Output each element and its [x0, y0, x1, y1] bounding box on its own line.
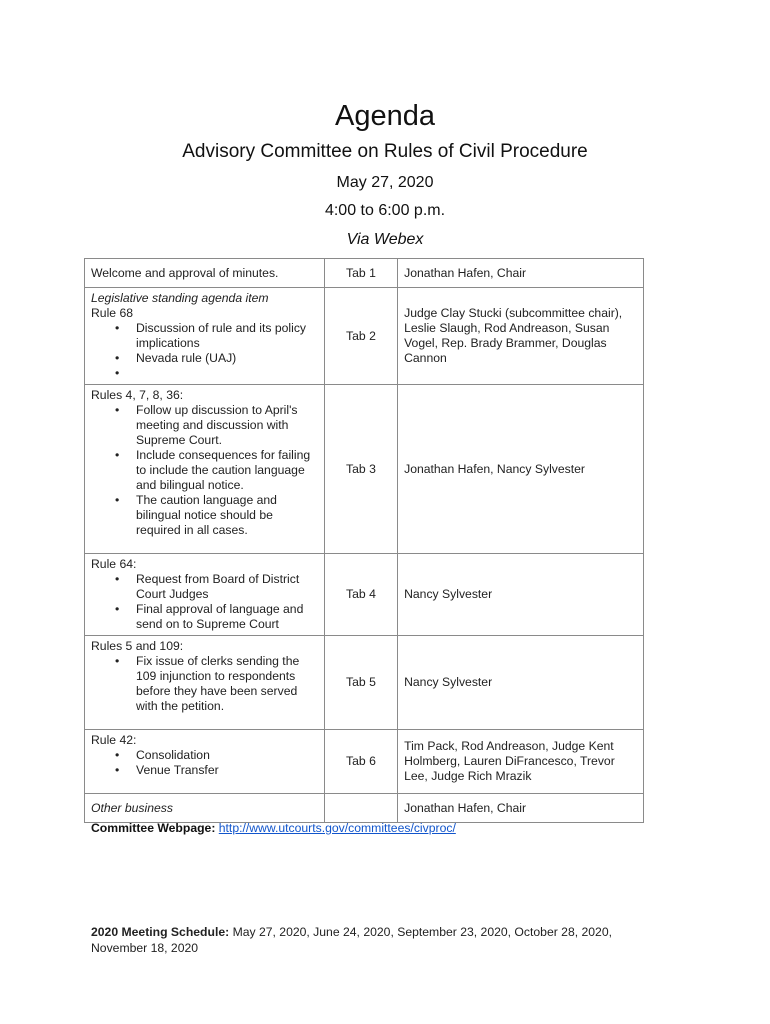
item-label: Welcome and approval of minutes. [91, 265, 279, 280]
table-row [85, 288, 644, 385]
agenda-item [85, 794, 325, 823]
page-title: Agenda [335, 100, 435, 132]
tab-reference: Tab 3 [324, 385, 397, 554]
schedule-dates: May 27, 2020, June 24, 2020, September 23, 2020, October 28, 2020, November 18, 2020 [91, 925, 612, 955]
list-item: • Venue Transfer [136, 763, 318, 778]
item-label: Rule 42: [91, 733, 137, 747]
list-item: • Include consequences for failing to include the caution language and bilingual notice. [136, 448, 318, 493]
meeting-venue: Via Webex [346, 231, 424, 248]
presenters: Nancy Sylvester [398, 554, 644, 636]
committee-name: Advisory Committee on Rules of Civil Procedure [182, 141, 588, 162]
webpage-link[interactable]: http://www.utcourts.gov/committees/civproc/ [218, 821, 456, 835]
presenters: Jonathan Hafen, Nancy Sylvester [398, 385, 644, 554]
item-note: Other business [91, 800, 173, 815]
agenda-item [85, 385, 325, 554]
agenda-item [85, 730, 325, 794]
meeting-date: May 27, 2020 [336, 174, 434, 191]
table-row [85, 794, 644, 823]
agenda-item [85, 288, 325, 385]
tab-reference [324, 794, 397, 823]
bullet-list [91, 654, 318, 714]
presenters: Jonathan Hafen, Chair [398, 259, 644, 288]
item-note: Legislative standing agenda item [91, 291, 269, 305]
presenters: Tim Pack, Rod Andreason, Judge Kent Holmberg, Lauren DiFrancesco, Trevor Lee, Judge Rich Mrazik [398, 730, 644, 794]
list-item: • Discussion of rule and its policy implications [136, 321, 318, 351]
item-label: Rule 68 [91, 306, 134, 320]
tab-reference: Tab 1 [324, 259, 397, 288]
list-item: • Nevada rule (UAJ) [136, 351, 318, 366]
list-item: • Consolidation [136, 748, 318, 763]
webpage-label: Committee Webpage: [91, 821, 216, 835]
meeting-schedule [91, 924, 651, 956]
bullet-list [91, 572, 318, 632]
list-item: • Fix issue of clerks sending the 109 injunction to respondents before they have been served with the petition. [136, 654, 318, 714]
list-item: • The caution language and bilingual notice should be required in all cases. [136, 493, 318, 538]
list-item: • Final approval of language and send on to Supreme Court [136, 602, 318, 632]
agenda-item [85, 636, 325, 730]
tab-reference: Tab 5 [324, 636, 397, 730]
agenda-item [85, 554, 325, 636]
tab-reference: Tab 4 [324, 554, 397, 636]
list-item: • Request from Board of District Court Judges [136, 572, 318, 602]
table-row [85, 259, 644, 288]
agenda-item [85, 259, 325, 288]
item-label: Rules 5 and 109: [91, 639, 184, 653]
table-row [85, 730, 644, 794]
item-label: Rules 4, 7, 8, 36: [91, 388, 184, 402]
table-row [85, 554, 644, 636]
tab-reference: Tab 6 [324, 730, 397, 794]
presenters: Judge Clay Stucki (subcommittee chair), Leslie Slaugh, Rod Andreason, Susan Vogel, Rep. Brady Brammer, Douglas Cannon [398, 288, 644, 385]
schedule-label: 2020 Meeting Schedule: [91, 925, 230, 939]
bullet-list [91, 321, 318, 381]
table-row [85, 385, 644, 554]
meeting-time: 4:00 to 6:00 p.m. [324, 202, 446, 219]
empty-list-item [136, 366, 318, 381]
tab-reference: Tab 2 [324, 288, 397, 385]
bullet-list [91, 748, 318, 778]
item-label: Rule 64: [91, 557, 137, 571]
presenters: Jonathan Hafen, Chair [398, 794, 644, 823]
table-row [85, 636, 644, 730]
list-item: • Follow up discussion to April's meeting and discussion with Supreme Court. [136, 403, 318, 448]
presenters: Nancy Sylvester [398, 636, 644, 730]
bullet-list [91, 403, 318, 538]
committee-webpage [91, 821, 456, 835]
agenda-table [84, 258, 644, 823]
